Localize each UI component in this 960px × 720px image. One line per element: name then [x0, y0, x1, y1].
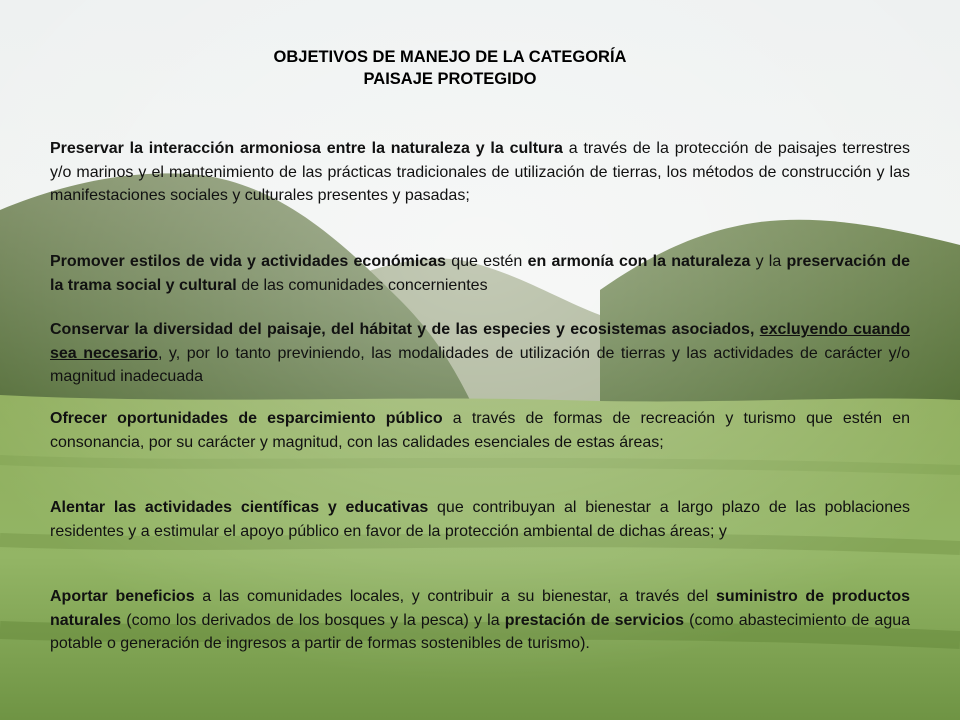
objective-emphasis-text: Alentar las actividades científicas y educativas	[50, 499, 429, 516]
objective-emphasis-text: Preservar la interacción armoniosa entre la naturaleza y la cultura	[50, 140, 563, 157]
objective-paragraph	[50, 407, 910, 454]
objective-emphasis-text: Aportar beneficios	[50, 588, 195, 605]
objective-paragraph	[50, 250, 910, 297]
objective-emphasis-text: Promover estilos de vida y actividades económicas	[50, 253, 447, 270]
objective-emphasis-text: Conservar la diversidad del paisaje, del hábitat y de las especies y ecosistemas asociados,	[50, 321, 760, 338]
objective-paragraph	[50, 496, 910, 543]
title-line-1: OBJETIVOS DE MANEJO DE LA CATEGORÍA	[273, 48, 627, 66]
objective-paragraph	[50, 318, 910, 389]
objective-text: de las comunidades concernientes	[236, 276, 488, 294]
slide-title	[0, 46, 900, 90]
objective-text: (como abastecimiento de agua potable o generación de ingresos a partir de formas sostenibles de turismo).	[50, 611, 911, 652]
objective-text: que contribuyan al bienestar a largo plazo de las poblaciones residentes y a estimular el apoyo público en favor de la protección ambiental de dichas áreas; y	[50, 499, 911, 540]
objective-emphasis-text: excluyendo cuando sea necesario	[50, 321, 910, 362]
title-line-2: PAISAJE PROTEGIDO	[363, 70, 537, 88]
objective-text: (como los derivados de los bosques y la pesca) y la	[121, 611, 505, 629]
objective-text: , y, por lo tanto previniendo, las modalidades de utilización de tierras y las actividades de carácter y/o magnitud inadecuada	[50, 344, 911, 385]
objective-text: a las comunidades locales, y contribuir a su bienestar, a través del	[194, 588, 716, 605]
objective-emphasis-text: preservación de la trama social y cultural	[50, 253, 911, 294]
objective-text: a través de formas de recreación y turismo que estén en consonancia, por su carácter y magnitud, con las calidades esenciales de estas áreas;	[50, 410, 910, 451]
objective-emphasis-text: prestación de servicios	[504, 611, 684, 629]
objective-emphasis-text: Ofrecer oportunidades de esparcimiento público	[50, 410, 443, 427]
objective-text: y la	[750, 253, 787, 270]
objective-text: a través de la protección de paisajes terrestres y/o marinos y el mantenimiento de las prácticas tradicionales de utilización de tierras, los métodos de construcción y las manifestaciones sociales y culturales presentes y pasadas;	[50, 140, 911, 204]
objective-paragraph	[50, 585, 910, 656]
objective-emphasis-text: en armonía con la naturaleza	[527, 253, 751, 270]
objective-paragraph	[50, 137, 910, 208]
objective-emphasis-text: suministro de productos naturales	[50, 588, 910, 629]
objective-text: que estén	[446, 253, 528, 270]
